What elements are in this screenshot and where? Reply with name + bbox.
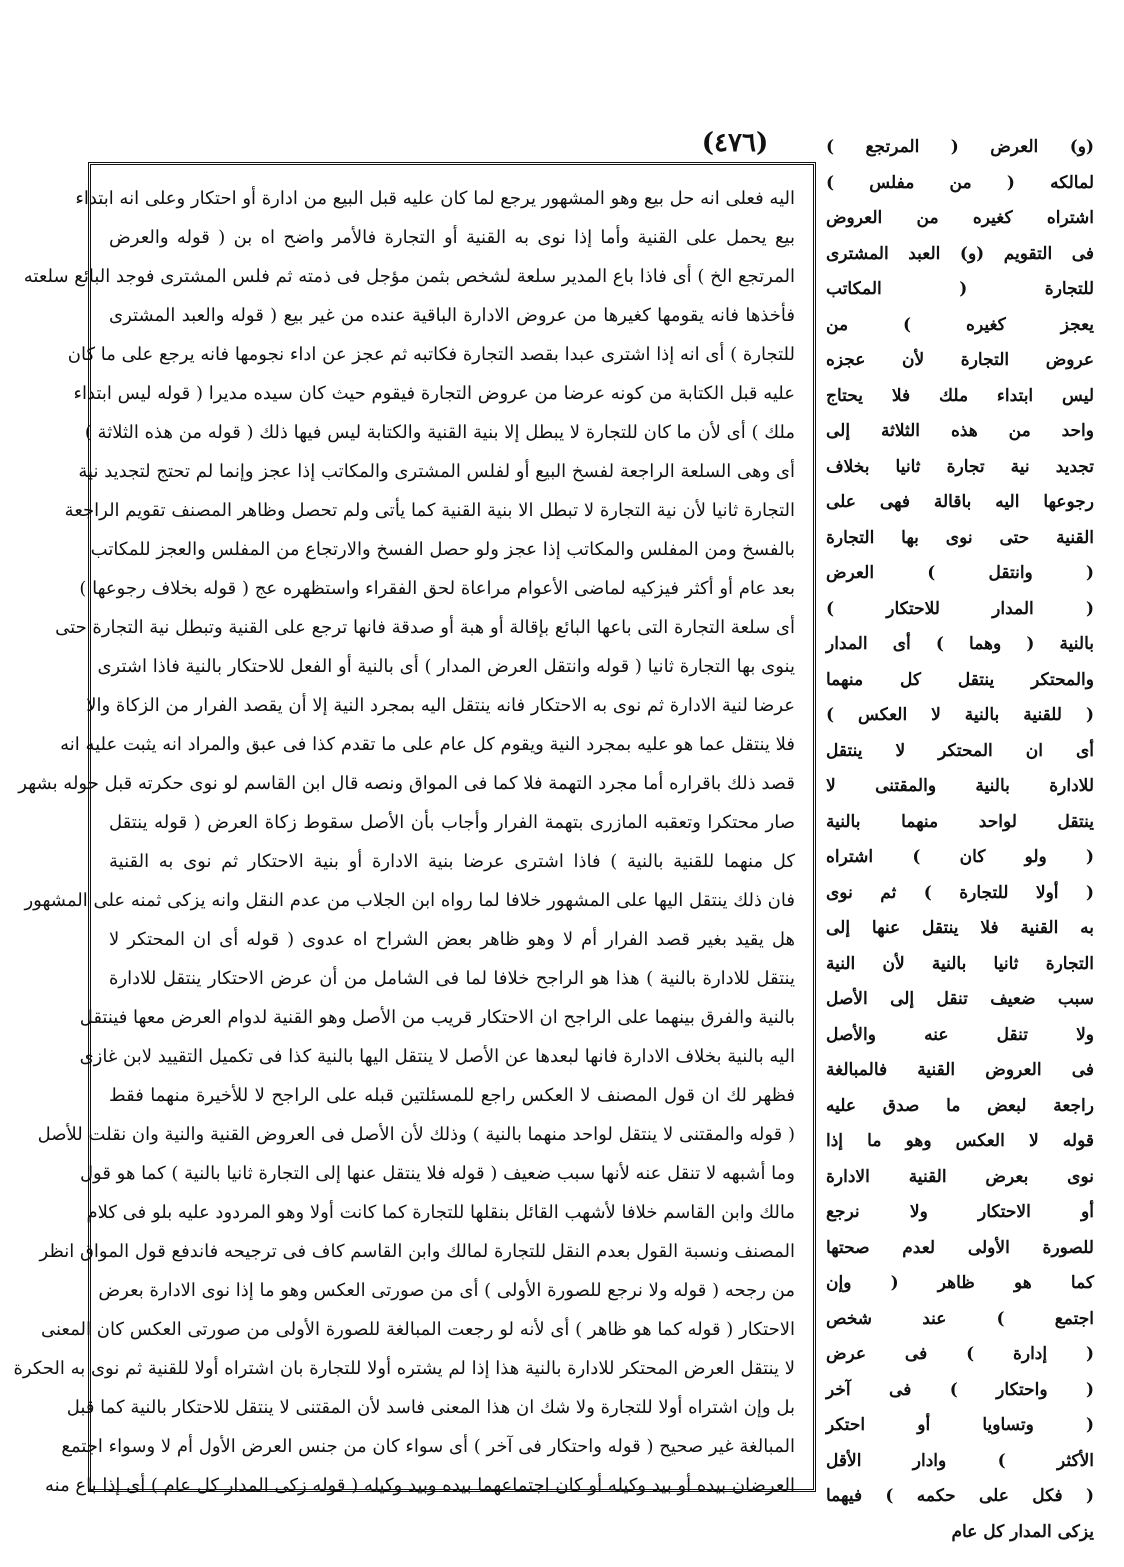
commentary-line: بيع يحمل على القنية وأما إذا نوى به القنية أو التجارة فالأمر واضح اه بن ( قوله والعرض bbox=[109, 227, 795, 248]
commentary-line: فأخذها فانه يقومها كغيرها من عروض الادارة الباقية عنده من غير بيع ( قوله والعبد المشترى bbox=[109, 305, 795, 326]
margin-line: القنية حتى نوى بها التجارة bbox=[826, 527, 1094, 548]
margin-line: التجارة ثانيا بالنية لأن النية bbox=[826, 953, 1094, 974]
commentary-line: فظهر لك ان قول المصنف لا العكس راجع للمسئلتين قبله على الراجح لا للأخيرة منهما فقط bbox=[109, 1085, 795, 1106]
margin-line: نوى بعرض القنية الادارة bbox=[826, 1166, 1094, 1187]
commentary-line: العرضان بيده أو بيد وكيله أو كان اجتماعهما بيده وبيد وكيله ( قوله زكى المدار كل عام ) أى إذا باع منه bbox=[44, 1475, 795, 1496]
main-commentary-text bbox=[13, 179, 795, 1496]
margin-line: ( أولا للتجارة ) ثم نوى bbox=[826, 882, 1094, 903]
commentary-line: قصد ذلك باقراره أما مجرد التهمة فلا كما فى المواق ونصه قال ابن القاسم لو نوى حكرته قبل حوله بشهر bbox=[18, 773, 795, 794]
margin-line: ( وانتقل ) العرض bbox=[826, 563, 1094, 583]
margin-line: ( إدارة ) فى عرض bbox=[826, 1344, 1094, 1364]
commentary-line: عليه قبل الكتابة من كونه عرضا من عروض التجارة فيقوم حيث كان سيده مديرا ( قوله ليس ابتداء bbox=[73, 383, 795, 404]
margin-line: (و) العرض ( المرتجع ) bbox=[826, 137, 1094, 157]
page-number: (٤٧٦) bbox=[701, 128, 769, 158]
commentary-line: ينوى بها التجارة ثانيا ( قوله وانتقل العرض المدار ) أى بالنية أو الفعل للاحتكار بالنية فاذا اشترى bbox=[97, 656, 795, 677]
commentary-line: بالفسخ ومن المفلس والمكاتب إذا عجز ولو حصل الفسخ والارتجاع من المفلس والعجز للمكاتب bbox=[90, 539, 795, 560]
margin-line: والمحتكر ينتقل كل منهما bbox=[826, 669, 1094, 690]
margin-line: كما هو ظاهر ( وإن bbox=[826, 1273, 1094, 1293]
margin-line: للتجارة ( المكاتب bbox=[826, 279, 1094, 299]
commentary-line: ملك ) أى لأن ما كان للتجارة لا يبطل إلا بنية القنية والكتابة ليس فيها ذلك ( قوله من هذه الثلاثة ) bbox=[84, 422, 795, 443]
margin-base-text bbox=[826, 130, 1094, 1550]
commentary-line: ( قوله والمقتنى لا ينتقل لواحد منهما بالنية ) وذلك لأن الأصل فى العروض القنية والنية وان نقلت للأصل bbox=[37, 1124, 795, 1145]
commentary-line: أى وهى السلعة الراجعة لفسخ البيع أو لفلس المشترى والمكاتب إذا عجز وإنما لم تحتج لتجديد نية bbox=[78, 461, 795, 482]
commentary-line: أى سلعة التجارة التى باعها البائع بإقالة أو هبة أو صدقة فانها ترجع على القنية وتبطل نية التجارة حتى bbox=[55, 617, 795, 638]
commentary-line: وما أشبهه لا تنقل عنه لأنها سبب ضعيف ( قوله فلا ينتقل عنها إلى التجارة ثانيا بالنية ) كما هو قول bbox=[79, 1163, 795, 1184]
commentary-line: عرضا لنية الادارة ثم نوى به الاحتكار فانه ينتقل اليه بمجرد النية إلا أن يقصد الفرار من الزكاة والا bbox=[86, 695, 795, 716]
commentary-line: اليه فعلى انه حل بيع وهو المشهور يرجع لما كان عليه قبل البيع من ادارة أو احتكار وعلى انه ابتداء bbox=[75, 188, 795, 209]
margin-line: ينتقل لواحد منهما بالنية bbox=[826, 811, 1094, 832]
commentary-line: فلا ينتقل عما هو عليه بمجرد النية ويقوم كل عام على ما تقدم كذا فى عبق والمراد انه يثبت عليه انه bbox=[60, 734, 795, 755]
commentary-line: من رجحه ( قوله ولا نرجع للصورة الأولى ) أى من صورتى العكس وهو ما إذا نوى الادارة بعرض bbox=[98, 1280, 795, 1301]
margin-line: اشتراه كغيره من العروض bbox=[826, 208, 1094, 228]
margin-line: ( ولو كان ) اشتراه bbox=[826, 847, 1094, 867]
margin-line: راجعة لبعض ما صدق عليه bbox=[826, 1095, 1094, 1116]
margin-line: عروض التجارة لأن عجزه bbox=[826, 350, 1094, 370]
commentary-line: بل وإن اشتراه أولا للتجارة ولا شك ان هذا المعنى فاسد لأن المقتنى لا ينتقل للاحتكار بالنية كما قبل bbox=[66, 1397, 795, 1418]
margin-line: فى العروض القنية فالمبالغة bbox=[826, 1060, 1094, 1080]
commentary-line: لا ينتقل العرض المحتكر للادارة بالنية هذا إذا لم يشتره أولا للتجارة بان اشتراه أولا للقنية ثم نوى به الحكرة bbox=[13, 1358, 795, 1379]
commentary-line: فان ذلك ينتقل اليها على المشهور خلافا لما رواه ابن الجلاب من عدم النقل وانه يزكى ثمنه على المشهور bbox=[24, 890, 795, 911]
margin-line: قوله لا العكس وهو ما إذا bbox=[826, 1131, 1094, 1151]
margin-line: ليس ابتداء ملك فلا يحتاج bbox=[826, 385, 1094, 406]
margin-line: يعجز كغيره ) من bbox=[826, 314, 1094, 335]
commentary-line: المرتجع الخ ) أى فاذا باع المدير سلعة لشخص بثمن مؤجل فى ذمته ثم فلس المشترى فوجد البائع سلعته bbox=[23, 266, 795, 287]
commentary-line: الاحتكار ( قوله كما هو ظاهر ) أى لأنه لو رجعت المبالغة للصورة الأولى من صورتى العكس كان المعنى bbox=[41, 1319, 795, 1340]
margin-line: الأكثر ) وادار الأقل bbox=[826, 1450, 1094, 1471]
margin-line: سبب ضعيف تنقل إلى الأصل bbox=[826, 989, 1094, 1009]
margin-line: للادارة بالنية والمقتنى لا bbox=[826, 776, 1094, 796]
margin-line: ( فكل على حكمه ) فيهما bbox=[826, 1486, 1094, 1506]
margin-line: للصورة الأولى لعدم صحتها bbox=[826, 1237, 1094, 1258]
margin-line: فى التقويم (و) العبد المشترى bbox=[826, 243, 1094, 264]
margin-line: اجتمع ) عند شخص bbox=[826, 1308, 1094, 1329]
margin-line: يزكى المدار كل عام bbox=[951, 1521, 1094, 1542]
margin-line: ( وتساويا أو احتكر bbox=[826, 1415, 1094, 1435]
margin-line: رجوعها اليه باقالة فهى على bbox=[826, 492, 1094, 512]
main-text-frame bbox=[13, 162, 816, 1496]
margin-line: أى ان المحتكر لا ينتقل bbox=[826, 740, 1094, 761]
margin-line: لمالكه ( من مفلس ) bbox=[826, 172, 1094, 193]
margin-line: ( للقنية بالنية لا العكس ) bbox=[826, 705, 1094, 725]
margin-line: واحد من هذه الثلاثة إلى bbox=[826, 421, 1094, 441]
commentary-line: التجارة ثانيا لأن نية التجارة لا تبطل الا بنية القنية كما يأتى ولم تحصل وظاهر المصنف تقويم الراجعة bbox=[64, 500, 795, 521]
margin-line: أو الاحتكار ولا نرجع bbox=[826, 1202, 1094, 1222]
commentary-line: المصنف ونسبة القول بعدم النقل للتجارة لمالك وابن القاسم كاف فى ترجيحه فاندفع قول المواق انظر bbox=[39, 1241, 795, 1262]
commentary-line: كل منهما للقنية بالنية ) فاذا اشترى عرضا بنية الادارة أو بنية الاحتكار ثم نوى به القنية bbox=[109, 851, 795, 872]
margin-line: تجديد نية تجارة ثانيا بخلاف bbox=[826, 456, 1094, 477]
commentary-line: صار محتكرا وتعقبه المازرى بتهمة الفرار وأجاب بأن الأصل سقوط زكاة العرض ( قوله ينتقل bbox=[109, 812, 795, 833]
margin-line: بالنية ( وهما ) أى المدار bbox=[826, 634, 1094, 654]
margin-line: به القنية فلا ينتقل عنها إلى bbox=[826, 918, 1094, 938]
commentary-line: بالنية والفرق بينهما على الراجح ان الاحتكار قريب من الأصل وهو القنية لدوام العرض معها فينتقل bbox=[79, 1007, 795, 1028]
commentary-line: بعد عام أو أكثر فيزكيه لماضى الأعوام مراعاة لحق الفقراء واستظهره عج ( قوله بخلاف رجوعها ) bbox=[79, 578, 795, 599]
commentary-line: هل يقيد بغير قصد الفرار أم لا وهو ظاهر بعض الشراح اه عدوى ( قوله أى ان المحتكر لا bbox=[109, 929, 795, 950]
commentary-line: مالك وابن القاسم خلافا لأشهب القائل بنقلها للتجارة كما كانت أولا وهو المردود عليه بلو فى كلام bbox=[86, 1202, 795, 1223]
margin-line: ( واحتكار ) فى آخر bbox=[826, 1379, 1094, 1400]
commentary-line: المبالغة غير صحيح ( قوله واحتكار فى آخر ) أى سواء كان من جنس العرض الأول أم لا وسواء اجتمع bbox=[61, 1436, 795, 1457]
commentary-line: للتجارة ) أى انه إذا اشترى عبدا بقصد التجارة فكاتبه ثم عجز عن اداء نجومها فانه يرجع على ما كان bbox=[67, 344, 795, 365]
commentary-line: ينتقل للادارة بالنية ) هذا هو الراجح خلافا لما فى الشامل من أن عرض الاحتكار ينتقل للادارة bbox=[109, 968, 795, 989]
commentary-line: اليه بالنية بخلاف الادارة فانها لبعدها عن الأصل لا ينتقل اليها بالنية كذا فى تكميل التقييد لابن غازى bbox=[79, 1046, 795, 1067]
margin-line: ( المدار للاحتكار ) bbox=[826, 598, 1094, 619]
margin-line: ولا تنقل عنه والأصل bbox=[826, 1024, 1094, 1045]
